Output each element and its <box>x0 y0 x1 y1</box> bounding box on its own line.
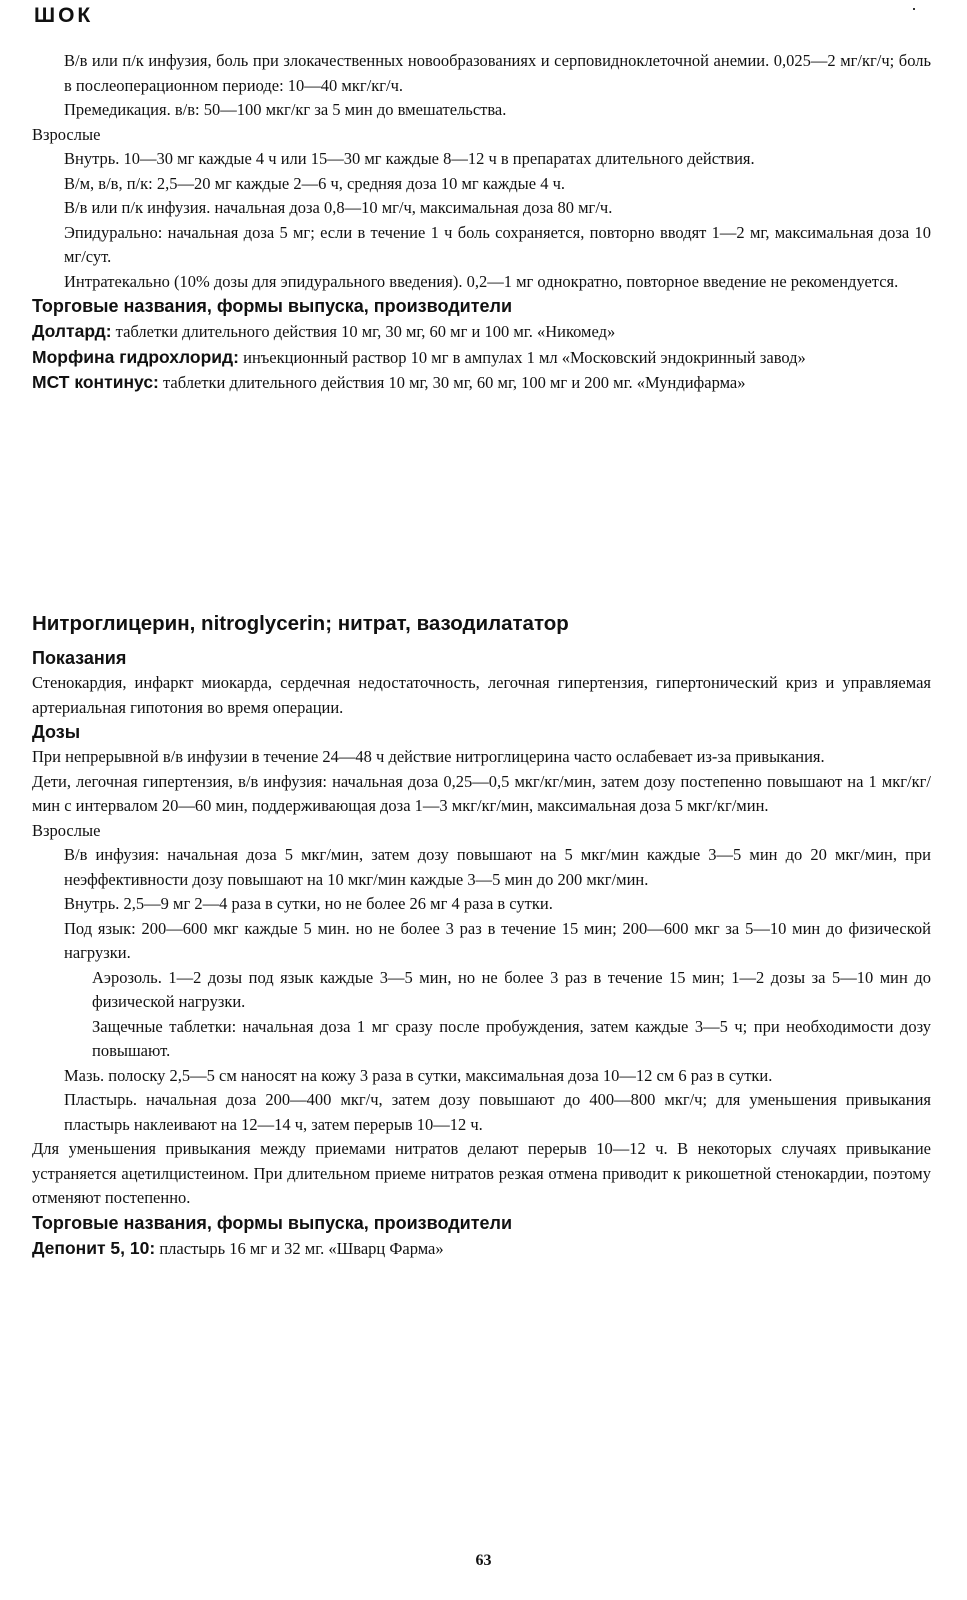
trade-description: таблетки длительного действия 10 мг, 30 мг, 60 мг и 100 мг. «Никомед» <box>115 322 616 341</box>
adult-dose-intrathecal: Интратекально (10% дозы для эпидурального введения). 0,2—1 мг однократно, повторное введение не рекомендуется. <box>64 271 899 291</box>
adult-dose-epidural: Эпидурально: начальная доза 5 мг; если в течение 1 ч боль сохраняется, повторно вводят 1—2 мг, максимальная доза 10 мг/сут. <box>64 222 931 266</box>
indications-paragraph: Стенокардия, инфаркт миокарда, сердечная недостаточность, легочная гипертензия, гипертонический криз и управляемая артериальная гипотония во время операции. <box>32 673 931 717</box>
adults-heading: Взрослые <box>32 124 101 144</box>
trade-item-morphine-hcl <box>32 345 931 371</box>
premedication-paragraph: Премедикация. в/в: 50—100 мкг/кг за 5 мин до вмешательства. <box>64 100 507 119</box>
adult-dose-im-iv: В/м, в/в, п/к: 2,5—20 мг каждые 2—6 ч, средняя доза 10 мг каждые 4 ч. <box>64 173 566 193</box>
trade-item-deponit <box>32 1236 931 1262</box>
trade-name: МСТ континус: <box>32 372 159 392</box>
trade-name: Депонит 5, 10: <box>32 1237 156 1258</box>
speck-mark <box>913 8 915 10</box>
adult-dose-oral: Внутрь. 10—30 мг каждые 4 ч или 15—30 мг каждые 8—12 ч в препаратах длительного действия. <box>64 149 755 168</box>
aerosol-paragraph: Аэрозоль. 1—2 дозы под язык каждые 3—5 мин, но не более 3 раз в течение 15 мин; 1—2 дозы за 5—10 мин до физической нагрузки. <box>92 967 931 1011</box>
indications-heading: Показания <box>32 648 127 668</box>
trade-description: таблетки длительного действия 10 мг, 30 мг, 60 мг, 100 мг и 200 мг. «Мундифарма» <box>163 373 746 392</box>
tolerance-note-paragraph: Для уменьшения привыкания между приемами нитратов делают перерыв 10—12 ч. В некоторых случаях привыкание устраняется ацетилцистеином. При длительном приеме нитратов резкая отмена приводит к рикошетной стенокардии, поэтому отменяют постепенно. <box>32 1139 931 1207</box>
page-number: 63 <box>475 1552 492 1569</box>
adult-infusion-paragraph: В/в инфузия: начальная доза 5 мкг/мин, затем дозу повышают на 5 мкг/мин каждые 3—5 мин до 20 мкг/мин, при неэффективности дозу повышают на 10 мкг/мин каждые 3—5 мин до 200 мкг/мин. <box>64 845 931 889</box>
adult-dose-infusion: В/в или п/к инфузия. начальная доза 0,8—10 мг/ч, максимальная доза 80 мг/ч. <box>64 198 613 217</box>
morphine-section <box>32 49 931 396</box>
doses-paragraph: При непрерывной в/в инфузии в течение 24—48 ч действие нитроглицерина часто ослабевает из-за привыкания. <box>32 747 825 766</box>
patch-paragraph: Пластырь. начальная доза 200—400 мкг/ч, затем дозу повышают до 400—800 мкг/ч; для уменьшения привыкания пластырь наклеивают на 12—14 ч, затем перерыв 10—12 ч. <box>64 1090 931 1134</box>
children-dose-paragraph: Дети, легочная гипертензия, в/в инфузия: начальная доза 0,25—0,5 мкг/кг/мин, затем дозу постепенно повышают на 1 мкг/кг/мин с интервалом 20—60 мин, поддерживающая доза 1—3 мкг/кг/мин, максимальная доза 5 мкг/кг/мин. <box>32 771 931 815</box>
trade-item-doltard <box>32 319 931 345</box>
adult-oral-paragraph: Внутрь. 2,5—9 мг 2—4 раза в сутки, но не более 26 мг 4 раза в сутки. <box>64 894 553 913</box>
trade-name: Морфина гидрохлорид: <box>32 346 239 367</box>
running-header: ШОК <box>34 4 94 27</box>
drug-title: Нитроглицерин, nitroglycerin; нитрат, вазодилататор <box>32 612 569 635</box>
buccal-tablets-paragraph: Защечные таблетки: начальная доза 1 мг сразу после пробуждения, затем каждые 3—5 ч; при необходимости дозу повышают. <box>92 1016 931 1060</box>
doses-heading: Дозы <box>32 722 81 742</box>
trade-description: инъекционный раствор 10 мг в ампулах 1 мл «Московский эндокринный завод» <box>243 347 806 367</box>
trade-item-mst-continus <box>32 370 931 396</box>
nitroglycerin-section <box>32 610 931 1261</box>
ointment-paragraph: Мазь. полоску 2,5—5 см наносят на кожу 3 раза в сутки, максимальная доза 10—12 см 6 раз в сутки. <box>64 1065 773 1085</box>
trade-names-heading: Торговые названия, формы выпуска, производители <box>32 296 513 316</box>
adult-sublingual-paragraph: Под язык: 200—600 мкг каждые 5 мин. но не более 3 раз в течение 15 мин; 200—600 мкг за 5—10 мин до физической нагрузки. <box>64 918 931 962</box>
trade-names-heading: Торговые названия, формы выпуска, производители <box>32 1212 513 1233</box>
trade-description: пластырь 16 мг и 32 мг. «Шварц Фарма» <box>159 1238 444 1258</box>
morphine-infusion-paragraph: В/в или п/к инфузия, боль при злокачественных новообразованиях и серповидноклеточной анемии. 0,025—2 мг/кг/ч; боль в послеоперационном периоде: 10—40 мкг/кг/ч. <box>64 51 931 95</box>
trade-name: Долтард: <box>32 321 112 341</box>
adults-heading: Взрослые <box>32 820 101 840</box>
